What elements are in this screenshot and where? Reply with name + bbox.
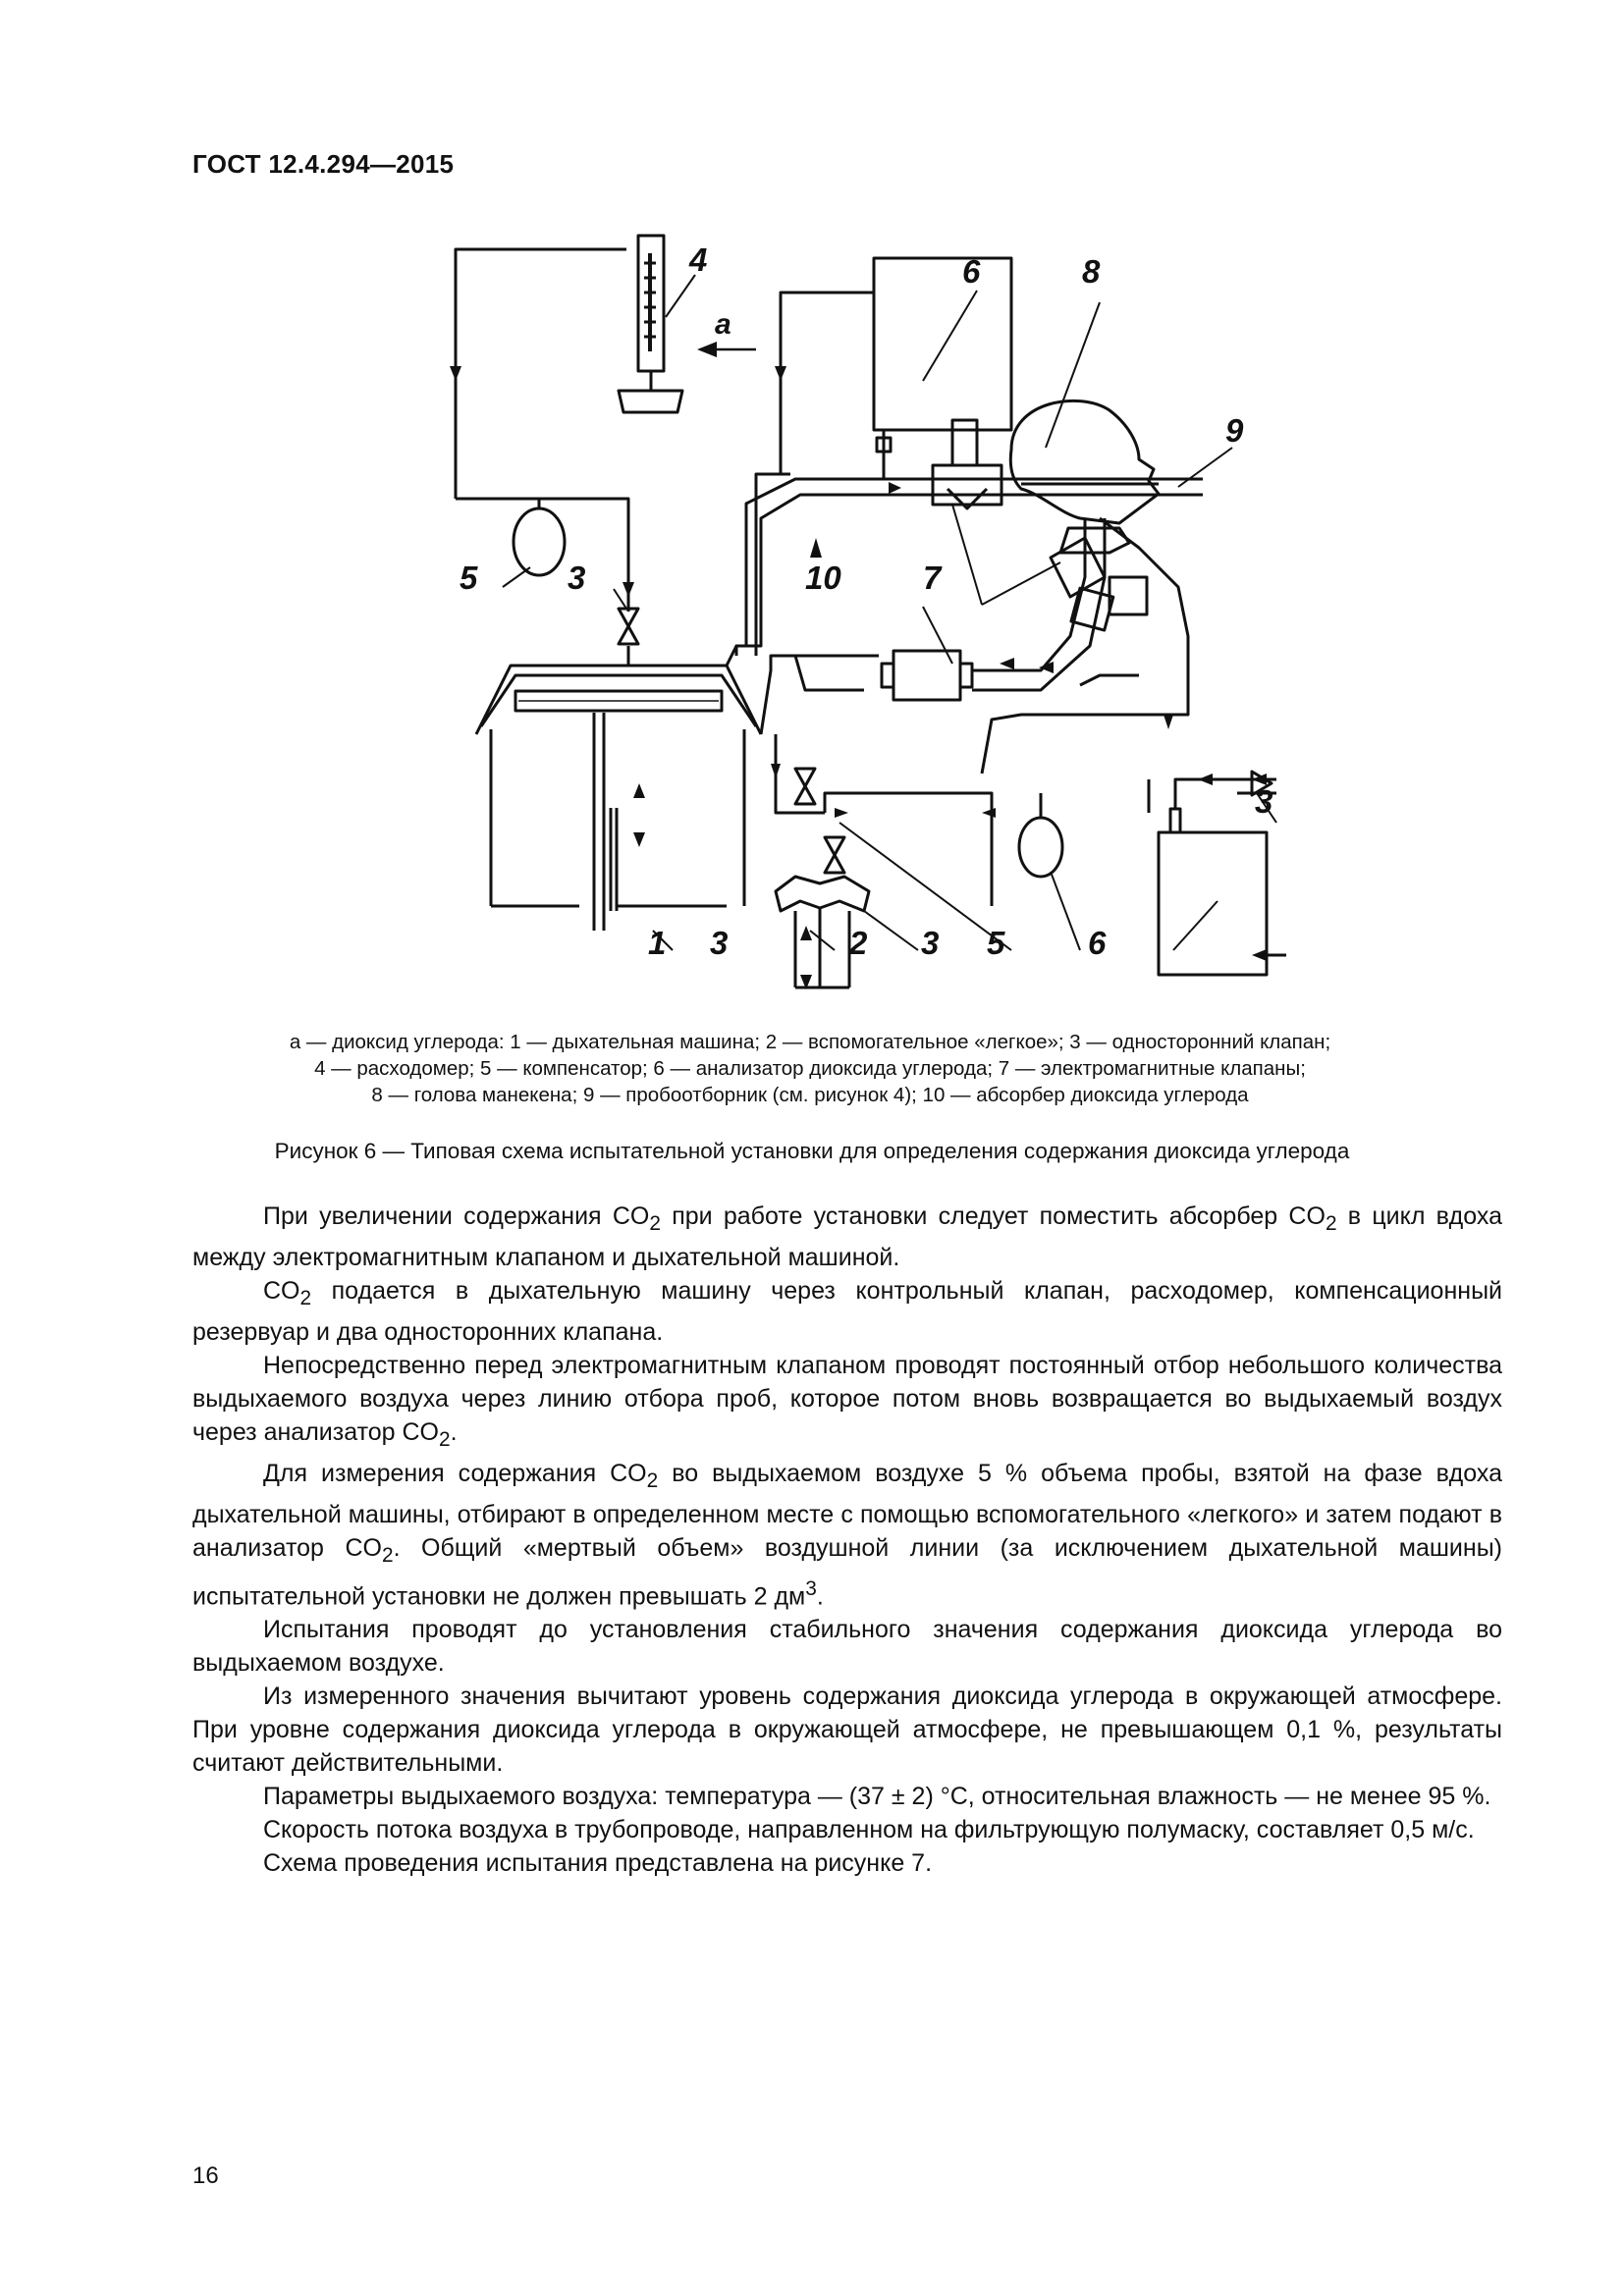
paragraph-2: $CO_2$ подается в дыхательную машину через контрольный клапан, расходомер, компенсационный резервуар и два односторонних клапана. bbox=[192, 1277, 1502, 1346]
label-5-left: 5 bbox=[460, 560, 478, 596]
label-2: 2 bbox=[849, 925, 868, 961]
compensator-bag-2 bbox=[1019, 818, 1062, 877]
paragraph-7: Параметры выдыхаемого воздуха: температура — (37 ± 2) °С, относительная влажность — не менее 95 %. bbox=[263, 1783, 1491, 1811]
compensator-bag bbox=[514, 508, 565, 575]
co2-supply-line bbox=[456, 249, 626, 499]
figure-caption: Рисунок 6 — Типовая схема испытательной установки для определения содержания диоксида углерода bbox=[274, 1139, 1350, 1163]
label-5-bottom: 5 bbox=[987, 925, 1005, 961]
label-1: 1 bbox=[648, 925, 667, 961]
mannequin-head bbox=[1010, 400, 1159, 523]
label-6-bottom: 6 bbox=[1088, 925, 1107, 961]
label-7: 7 bbox=[923, 560, 942, 596]
label-3-bottom-a: 3 bbox=[710, 925, 729, 961]
compensator-line bbox=[456, 499, 628, 612]
exhale-pipe bbox=[795, 656, 864, 690]
legend-line-3: 8 — голова манекена; 9 — пробоотборник (см. рисунок 4); 10 — абсорбер диоксида углерода bbox=[371, 1084, 1249, 1106]
breathing-machine bbox=[476, 666, 761, 931]
paragraph-9: Схема проведения испытания представлена на рисунке 7. bbox=[263, 1849, 933, 1878]
paragraph-5: Испытания проводят до установления стабильного значения содержания диоксида углерода во выдыхаемом воздухе. bbox=[192, 1616, 1502, 1678]
co2-analyzer-2 bbox=[1159, 832, 1267, 975]
legend-line-2: 4 — расходомер; 5 — компенсатор; 6 — анализатор диоксида углерода; 7 — электромагнитные клапаны; bbox=[314, 1057, 1306, 1080]
test-setup-diagram bbox=[432, 224, 1286, 989]
label-6-top: 6 bbox=[962, 253, 981, 290]
label-3-right: 3 bbox=[1255, 783, 1273, 820]
label-3-left: 3 bbox=[568, 560, 586, 596]
page-number: 16 bbox=[192, 2163, 219, 2189]
label-3-bottom-b: 3 bbox=[921, 925, 940, 961]
paragraph-1: При увеличении содержания $CO_2$ при работе установки следует поместить абсорбер $CO_2$ в цикл вдоха между электромагнитным клапаном и дыхательной машиной. bbox=[192, 1202, 1503, 1271]
figure-legend bbox=[196, 1029, 1424, 1108]
label-9: 9 bbox=[1225, 412, 1244, 449]
label-8: 8 bbox=[1082, 253, 1101, 290]
label-4: 4 bbox=[689, 241, 708, 278]
paragraph-8: Скорость потока воздуха в трубопроводе, направленном на фильтрующую полумаску, составляет 0,5 м/с. bbox=[263, 1816, 1475, 1844]
paragraph-4: Для измерения содержания $CO_2$ во выдыхаемом воздухе 5 % объема пробы, взятой на фазе вдоха дыхательной машины, отбирают в определенном месте с помощью вспомогательного «легкого» и затем подают в анализатор $CO_2$. Общий «мертвый объем» воздушной линии (за исключением дыхательной машины) испытательной установки не должен превышать 2 $дм^3$. bbox=[192, 1460, 1502, 1611]
flowmeter bbox=[619, 236, 682, 412]
body-text bbox=[192, 1200, 1502, 1880]
paragraph-6: Из измеренного значения вычитают уровень содержания диоксида углерода в окружающей атмосфере. При уровне содержания диоксида углерода в окружающей атмосфере, не превышающем 0,1 %, результаты считают действительными. bbox=[192, 1682, 1502, 1778]
label-a: a bbox=[715, 308, 731, 341]
document-number: ГОСТ 12.4.294—2015 bbox=[192, 149, 455, 179]
label-10: 10 bbox=[805, 560, 841, 596]
sample-line bbox=[776, 734, 825, 813]
solenoid-valve bbox=[933, 465, 1001, 505]
legend-line-1: а — диоксид углерода: 1 — дыхательная машина; 2 — вспомогательное «легкое»; 3 — односторонний клапан; bbox=[289, 1031, 1331, 1053]
paragraph-3: Непосредственно перед электромагнитным клапаном проводят постоянный отбор небольшого количества выдыхаемого воздуха через линию отбора проб, которое потом вновь возвращается во выдыхаемый воздух через анализатор $CO_2$. bbox=[192, 1352, 1502, 1451]
